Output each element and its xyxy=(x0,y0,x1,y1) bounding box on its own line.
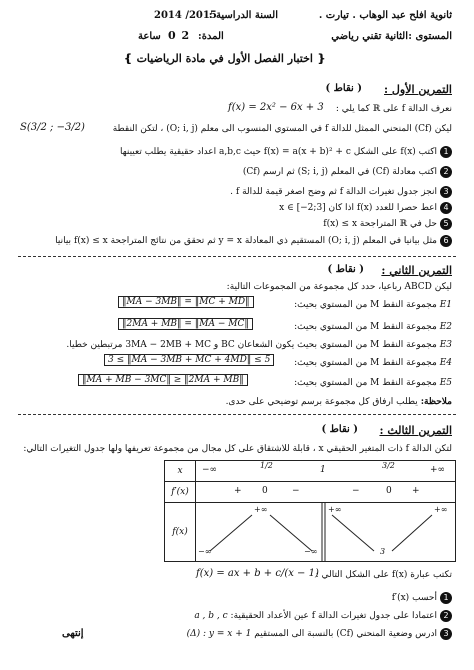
ex3-q1: 1أحسب f′(x) xyxy=(392,592,452,604)
title-brace-icon: ❵ xyxy=(123,52,133,65)
number-1-icon: 1 xyxy=(440,146,452,158)
row-x-label: x xyxy=(165,461,196,482)
arrow-decreasing xyxy=(332,515,374,551)
ex2-points: ( نقاط ) xyxy=(327,264,364,275)
ex1-q6: 6مثل بيانيا في المعلم (O; i, j) المستقيم ذي المعادلة y = x ثم تحقق من نتائج المتراجحة f(x) ≤ x بيانيا xyxy=(55,235,452,247)
f-val: −∞ xyxy=(198,547,212,556)
section-divider xyxy=(18,414,456,415)
x-val: 1/2 xyxy=(260,461,273,470)
ex1-q5: 5حل في ℝ المتراجحة f(x) ≤ x xyxy=(323,218,452,230)
sign-cell: − xyxy=(352,486,360,496)
number-5-icon: 5 xyxy=(440,218,452,230)
sign-cell: 0 xyxy=(386,486,392,496)
ex1-curve-text: ليكن (Cf) المنحني الممثل للدالة f في المستوي المنسوب الى معلم (O; i, j) ، لتكن النقطة xyxy=(112,124,452,134)
x-values xyxy=(196,461,456,482)
ex2-e2-formula: ‖2MA + MB‖ = ‖MA − MC‖ xyxy=(118,318,253,330)
ex1-q3: 3انجز جدول تغيرات الدالة f ثم وضح اصغر قيمة للدالة f . xyxy=(230,186,452,198)
ex1-title: التمرين الأول : xyxy=(384,83,452,96)
ex2-e1: E1 مجموعة النقط M من المستوي بحيث: xyxy=(294,300,452,310)
variation-table xyxy=(164,460,456,562)
duration-unit: ساعة xyxy=(138,31,161,42)
section-divider xyxy=(18,256,456,257)
ex3-form-text: تكتب عبارة f(x) على الشكل التالي : xyxy=(315,570,452,580)
ex3-points: ( نقاط ) xyxy=(321,424,358,435)
ex3-title: التمرين الثالث : xyxy=(379,424,452,437)
number-2-icon: 2 xyxy=(440,166,452,178)
row-f-label: f(x) xyxy=(165,503,196,562)
ex1-function: f(x) = 2x² − 6x + 3 xyxy=(228,102,324,113)
x-val: 1 xyxy=(320,465,326,475)
year-label: السنة الدراسية : xyxy=(208,10,278,21)
ex1-q1: 1اكتب f(x) على الشكل f(x) = a(x + b)² + c حيث a,b,c اعداد حقيقية يطلب تعيينها xyxy=(120,146,452,158)
sign-cell: 0 xyxy=(262,486,268,496)
f-val: −∞ xyxy=(304,547,318,556)
ex3-intro: لتكن الدالة f ذات المتغير الحقيقي x ، قابلة للاشتقاق على كل مجال من مجموعة تعريفها ولها جدول التغيرات التالي: xyxy=(23,444,452,454)
number-6-icon: 6 xyxy=(440,235,452,247)
ex1-intro: نعرف الدالة f على ℝ كما يلي : xyxy=(335,104,452,114)
duration-label: المدة: xyxy=(198,31,224,42)
ex1-points: ( نقاط ) xyxy=(325,83,362,94)
f-val: +∞ xyxy=(328,505,342,514)
arrow-increasing xyxy=(210,515,252,551)
variation-arrows xyxy=(196,503,458,561)
end-marker: إنتهى xyxy=(62,628,84,639)
ex1-q4: 4اعط حصرا للعدد f(x) اذا كان x ∈ [−2;3] xyxy=(279,202,452,214)
ex2-e4-formula: 3 ≤ ‖MA − 3MB + MC + 4MD‖ ≤ 5 xyxy=(104,354,274,366)
ex2-e5-formula: ‖MA + MB − 3MC‖ ≥ ‖2MA + MB‖ xyxy=(78,374,248,386)
exam-title: ❴ اختبار الفصل الأول في مادة الرياضيات ❵ xyxy=(123,52,326,65)
number-1-icon: 1 xyxy=(440,592,452,604)
school-year: 2014 /2015 xyxy=(154,10,217,21)
arrow-decreasing xyxy=(270,515,312,551)
row-fprime-label: f′(x) xyxy=(165,482,196,503)
ex2-e1-formula: ‖MA − 3MB‖ = ‖MC + MD‖ xyxy=(118,296,254,308)
fprime-signs xyxy=(196,482,456,503)
ex2-intro: ليكن ABCD رباعيا، حدد كل مجموعة من المجموعات التالية: xyxy=(226,282,452,292)
f-variations xyxy=(196,503,456,562)
ex2-e2: E2 مجموعة النقط M من المستوي بحيث: xyxy=(294,322,452,332)
number-2-icon: 2 xyxy=(440,610,452,622)
x-val: 3/2 xyxy=(382,461,395,470)
arrow-increasing xyxy=(392,515,432,551)
number-4-icon: 4 xyxy=(440,202,452,214)
sign-cell: + xyxy=(412,486,420,496)
ex2-e5: E5 مجموعة النقط M من المستوي بحيث: xyxy=(294,378,452,388)
number-3-icon: 3 xyxy=(440,186,452,198)
ex3-form-formula: f(x) = ax + b + c/(x − 1) xyxy=(196,568,319,579)
ex2-e3: E3 مجموعة النقط M من المستوي بحيث يكون الشعاعان BC و 3MA − 2MB + MC مرتبطين خطيا. xyxy=(66,340,452,350)
ex2-e4: E4 مجموعة النقط M من المستوي بحيث: xyxy=(294,358,452,368)
ex3-q3: 3ادرس وضعية المنحني (Cf) بالنسبة الى المستقيم (Δ) : y = x + 1 xyxy=(187,628,452,640)
ex1-q2: 2اكتب معادلة (Cf) في المعلم (S; i, j) ثم ارسم (Cf) xyxy=(243,166,452,178)
school-name: ثانوية افلح عبد الوهاب . تيارت . xyxy=(318,10,452,21)
ex2-note: ملاحظة: يطلب ارفاق كل مجموعة برسم توضيحي على حدى. xyxy=(225,397,452,407)
f-val: 3 xyxy=(380,547,386,556)
duration-value: 0 2 xyxy=(168,29,191,42)
ex3-q2: 2اعتمادا على جدول تغيرات الدالة f عين الأعداد الحقيقية: a , b , c xyxy=(194,610,452,622)
title-brace-icon: ❴ xyxy=(316,52,326,65)
x-val: −∞ xyxy=(202,465,218,475)
level-label: المستوى : xyxy=(408,31,452,42)
level-value: الثانية تقني رياضي xyxy=(331,31,408,42)
f-val: +∞ xyxy=(254,505,268,514)
f-val: +∞ xyxy=(434,505,448,514)
ex1-point-s: S(3/2 ; −3/2) xyxy=(20,122,85,133)
sign-cell: + xyxy=(234,486,242,496)
ex2-title: التمرين الثاني : xyxy=(381,264,452,277)
sign-cell: − xyxy=(292,486,300,496)
number-3-icon: 3 xyxy=(440,628,452,640)
x-val: +∞ xyxy=(430,465,446,475)
